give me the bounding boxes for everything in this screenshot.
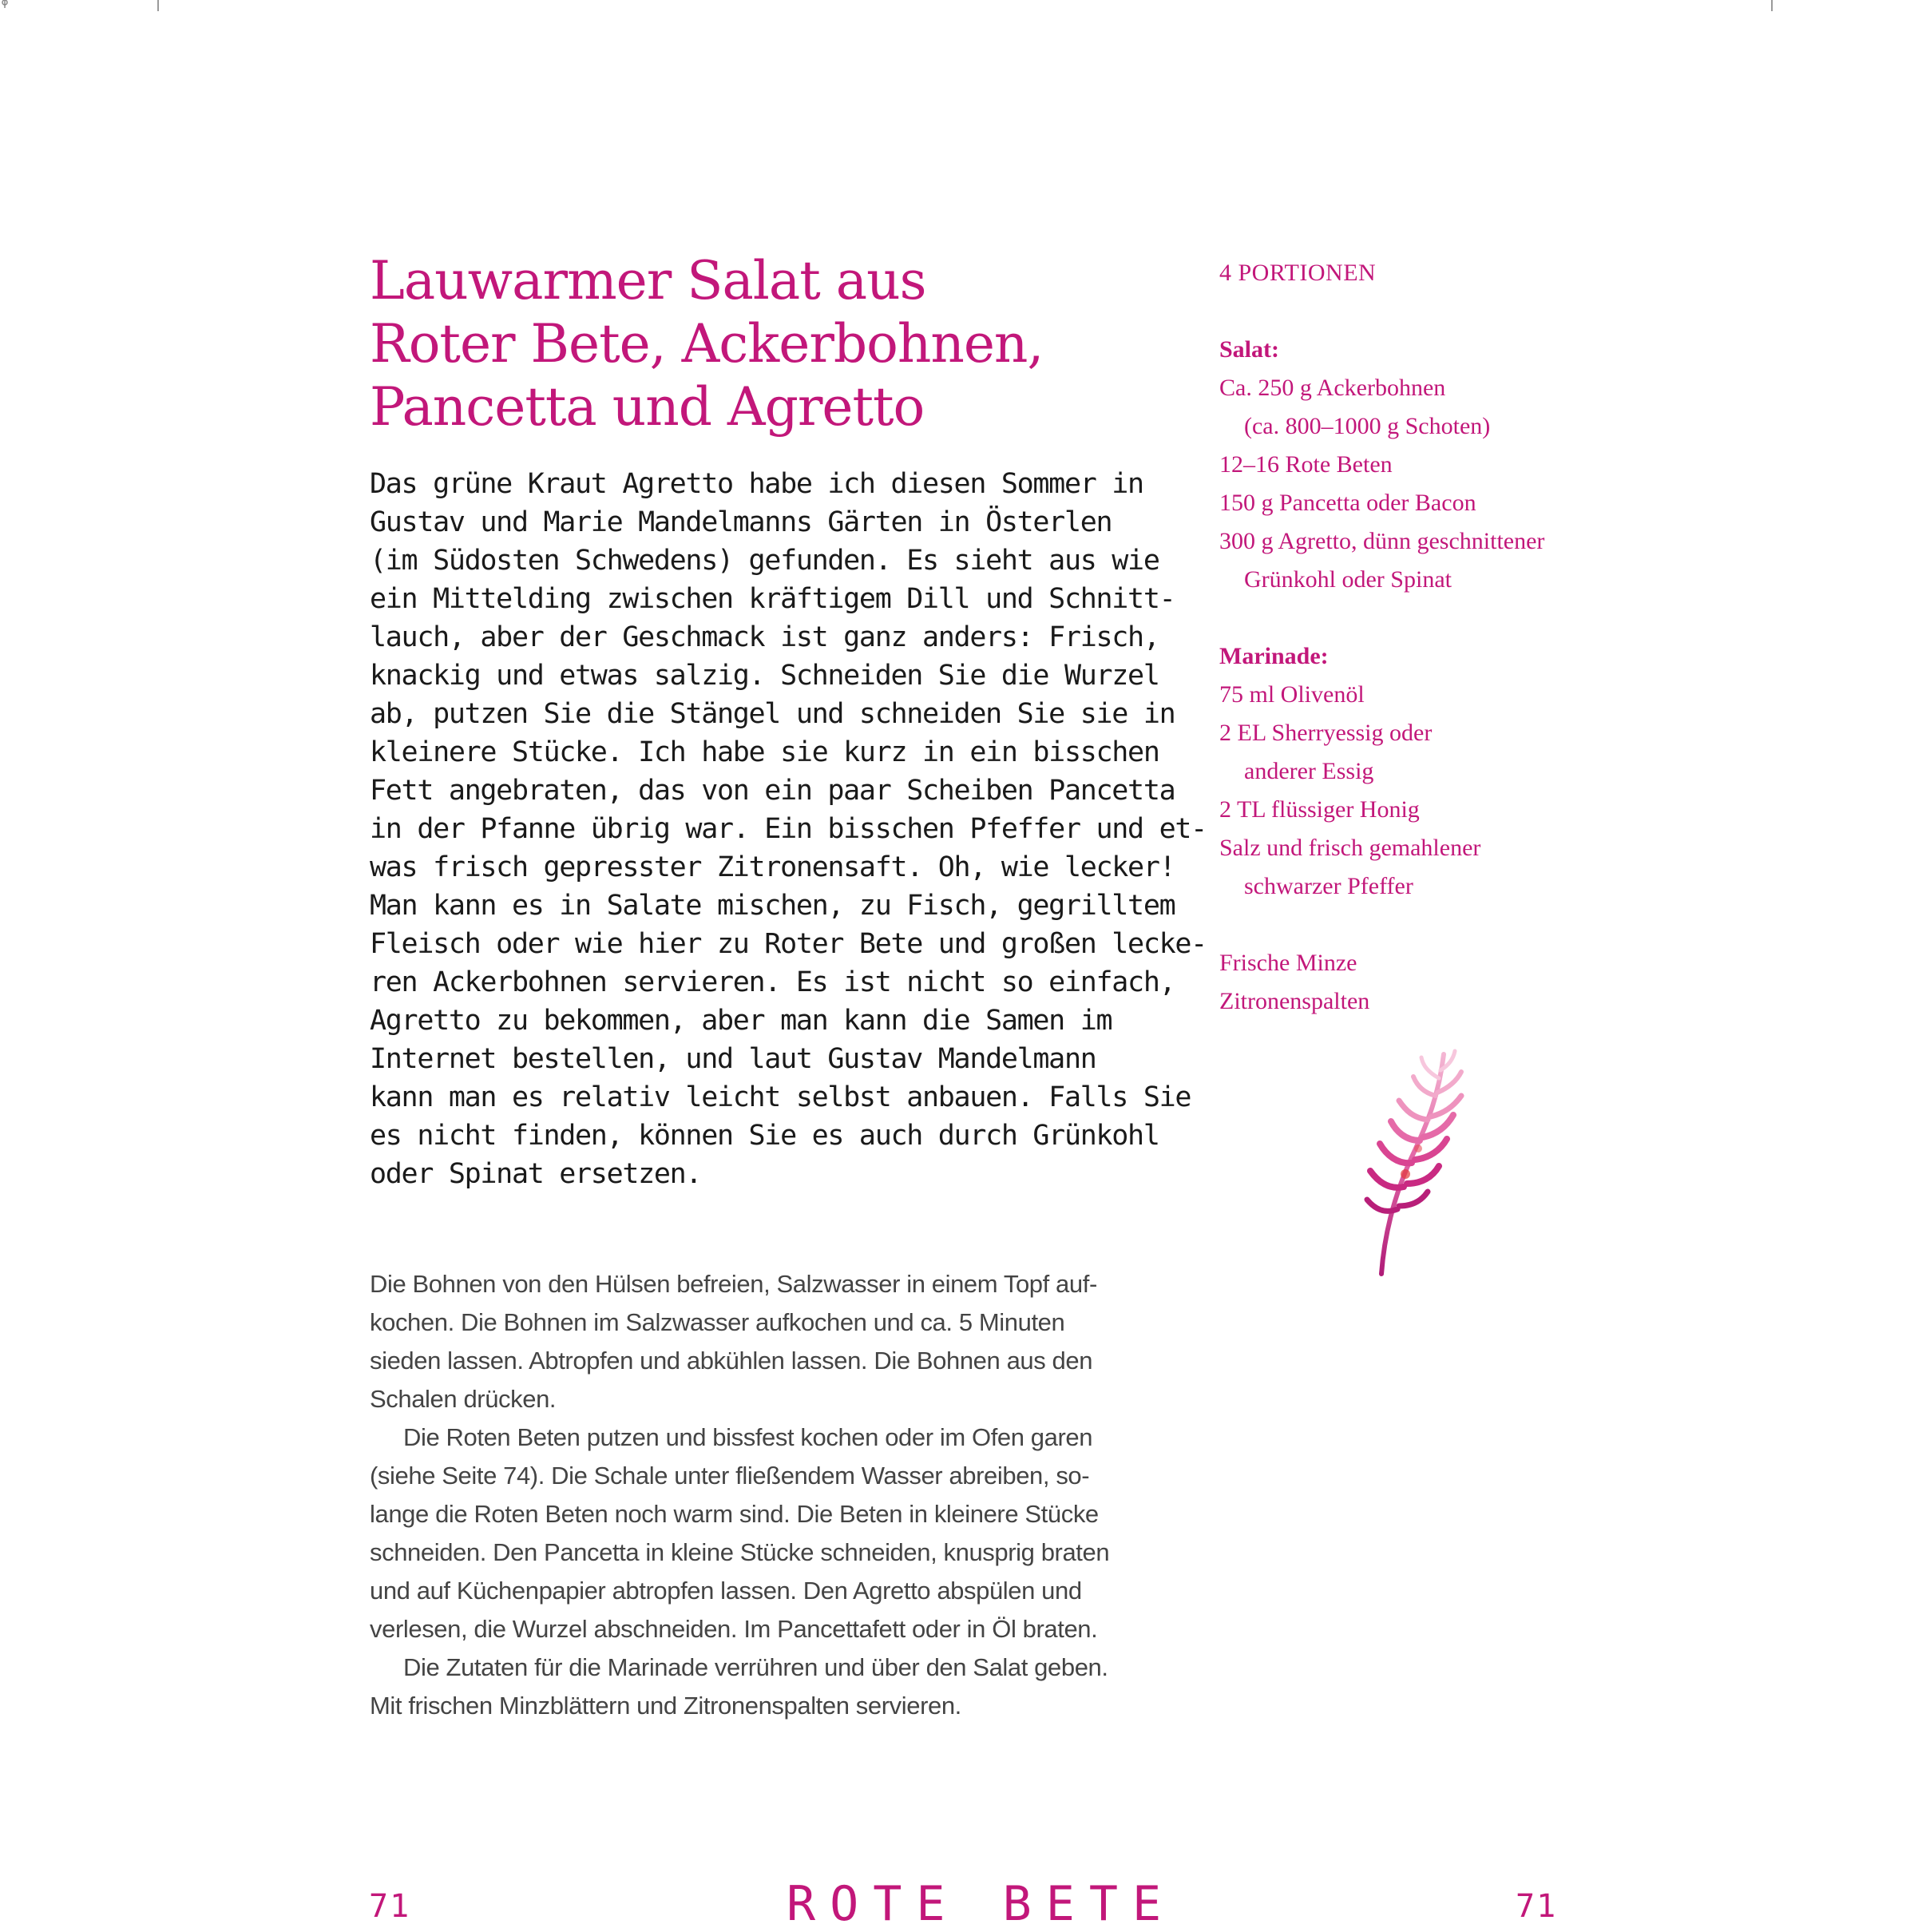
intro-line: Fleisch oder wie hier zu Roter Bete und großen lecke- (370, 928, 1207, 960)
agretto-sprig-illustration-icon (1349, 1046, 1477, 1278)
intro-line: knackig und etwas salzig. Schneiden Sie die Wurzel (370, 660, 1159, 692)
marinade-heading: Marinade: (1219, 643, 1329, 669)
method-line: sieden lassen. Abtropfen und abkühlen lassen. Die Bohnen aus den (370, 1347, 1093, 1375)
method-line: lange die Roten Beten noch warm sind. Die Beten in kleinere Stücke (370, 1500, 1099, 1528)
salat-ingredient-list (1219, 369, 1778, 599)
ingredients-sidebar (1219, 254, 1778, 1021)
page-number-left: 71 (369, 1888, 411, 1925)
method-line: Die Roten Beten putzen und bissfest kochen oder im Ofen garen (403, 1423, 1093, 1451)
crop-mark-left (157, 0, 159, 11)
marinade-ingredient-list (1219, 676, 1778, 906)
ingredient-item-continuation: (ca. 800–1000 g Schoten) (1244, 413, 1491, 439)
ingredient-item: 2 TL flüssiger Honig (1219, 796, 1420, 823)
intro-line: lauch, aber der Geschmack ist ganz anders: Frisch, (370, 621, 1159, 653)
intro-line: Das grüne Kraut Agretto habe ich diesen Sommer in (370, 468, 1143, 500)
ingredient-item: 2 EL Sherryessig oder (1219, 720, 1433, 746)
recipe-intro (370, 465, 1207, 1193)
recipe-title-line: Lauwarmer Salat aus (370, 250, 926, 311)
garnish-item: Frische Minze (1219, 950, 1357, 976)
recipe-method (370, 1265, 1152, 1725)
ingredient-item: 150 g Pancetta oder Bacon (1219, 490, 1476, 516)
recipe-title (370, 249, 1088, 438)
intro-line: kann man es relativ leicht selbst anbauen. Falls Sie (370, 1081, 1191, 1113)
intro-line: ren Ackerbohnen servieren. Es ist nicht so einfach, (370, 966, 1175, 998)
intro-line: es nicht finden, können Sie es auch durch Grünkohl (370, 1120, 1159, 1152)
crop-mark-right (1771, 0, 1773, 11)
intro-line: ein Mittelding zwischen kräftigem Dill und Schnitt- (370, 583, 1175, 615)
intro-line: was frisch gepresster Zitronensaft. Oh, wie lecker! (370, 851, 1175, 883)
ingredient-item-continuation: Grünkohl oder Spinat (1244, 566, 1452, 593)
ingredient-item: 12–16 Rote Beten (1219, 451, 1393, 478)
method-paragraph (370, 1418, 1152, 1648)
intro-line: Agretto zu bekommen, aber man kann die Samen im (370, 1005, 1112, 1037)
ingredient-item: Salz und frisch gemahlener (1219, 835, 1481, 861)
intro-line: oder Spinat ersetzen. (370, 1158, 702, 1190)
method-line: Die Zutaten für die Marinade verrühren und über den Salat geben. (403, 1653, 1108, 1681)
portions-label: 4 PORTIONEN (1219, 260, 1377, 286)
intro-line: Gustav und Marie Mandelmanns Gärten in Österlen (370, 506, 1112, 538)
intro-line: kleinere Stücke. Ich habe sie kurz in ein bisschen (370, 736, 1159, 768)
method-line: Schalen drücken. (370, 1385, 557, 1413)
ingredient-item-continuation: schwarzer Pfeffer (1244, 873, 1413, 899)
intro-line: ab, putzen Sie die Stängel und schneiden Sie sie in (370, 698, 1175, 730)
method-paragraph (370, 1265, 1152, 1418)
ingredient-item: Ca. 250 g Ackerbohnen (1219, 375, 1446, 401)
ingredient-item: 300 g Agretto, dünn geschnittener (1219, 528, 1545, 554)
registration-mark-icon (0, 0, 10, 8)
page-number-right: 71 (1516, 1888, 1558, 1925)
method-line: kochen. Die Bohnen im Salzwasser aufkochen und ca. 5 Minuten (370, 1308, 1065, 1336)
method-line: und auf Küchenpapier abtropfen lassen. Den Agretto abspülen und (370, 1577, 1082, 1605)
method-paragraph (370, 1648, 1152, 1725)
intro-line: Fett angebraten, das von ein paar Scheiben Pancetta (370, 775, 1175, 807)
intro-line: Internet bestellen, und laut Gustav Mandelmann (370, 1043, 1096, 1075)
method-line: (siehe Seite 74). Die Schale unter fließendem Wasser abreiben, so- (370, 1462, 1090, 1490)
ingredient-item-continuation: anderer Essig (1244, 758, 1374, 784)
intro-line: (im Südosten Schwedens) gefunden. Es sieht aus wie (370, 545, 1159, 577)
method-line: Die Bohnen von den Hülsen befreien, Salzwasser in einem Topf auf- (370, 1270, 1097, 1298)
intro-line: Man kann es in Salate mischen, zu Fisch, gegrilltem (370, 890, 1175, 922)
garnish-item: Zitronenspalten (1219, 988, 1370, 1014)
recipe-title-line: Roter Bete, Ackerbohnen, (370, 313, 1044, 375)
intro-line: in der Pfanne übrig war. Ein bisschen Pfeffer und et- (370, 813, 1207, 845)
method-line: verlesen, die Wurzel abschneiden. Im Pancettafett oder in Öl braten. (370, 1615, 1098, 1643)
ingredient-item: 75 ml Olivenöl (1219, 681, 1365, 708)
section-title: ROTE BETE (787, 1876, 1176, 1932)
garnish-list (1219, 944, 1778, 1021)
method-line: Mit frischen Minzblättern und Zitronenspalten servieren. (370, 1692, 961, 1720)
salat-heading: Salat: (1219, 336, 1279, 363)
recipe-title-line: Pancetta und Agretto (370, 376, 925, 438)
method-line: schneiden. Den Pancetta in kleine Stücke schneiden, knusprig braten (370, 1538, 1110, 1566)
